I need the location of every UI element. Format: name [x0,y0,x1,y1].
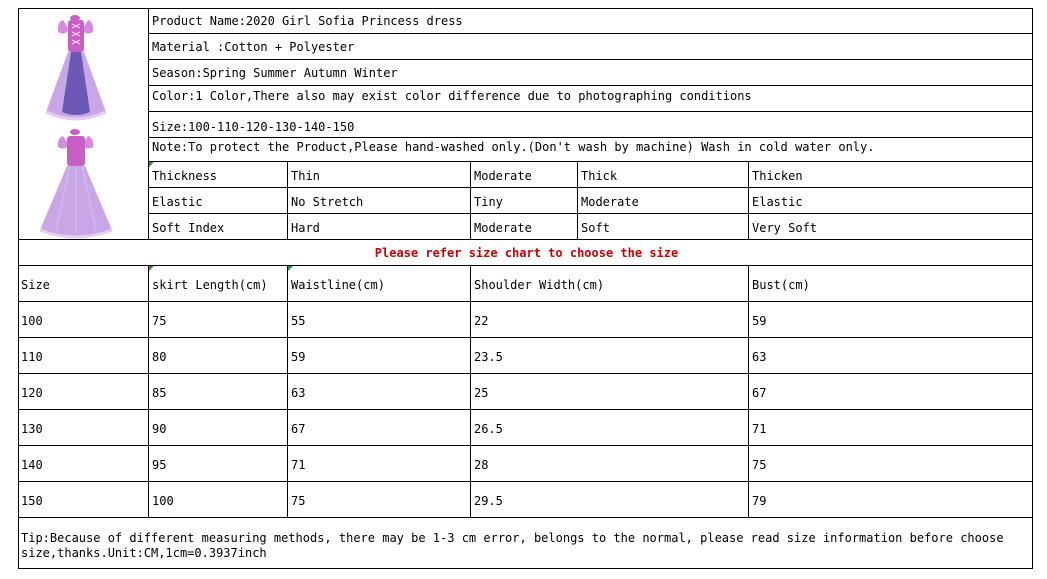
care-note: Note:To protect the Product,Please hand-washed only.(Don't wash by machine) Wash in cold water only. [149,138,1033,162]
table-cell: 120 [18,374,149,410]
attr-soft-soft: Soft [578,214,749,240]
table-cell: 59 [288,338,471,374]
table-cell: 110 [18,338,149,374]
table-cell: 140 [18,446,149,482]
table-cell: 25 [471,374,749,410]
attr-elastic-moderate: Moderate [578,188,749,214]
product-season: Season:Spring Summer Autumn Winter [149,60,1033,86]
table-cell: 26.5 [471,410,749,446]
product-material: Material :Cotton + Polyester [149,34,1033,60]
attr-thickness-thicken: Thicken [749,162,1033,188]
table-cell: 55 [288,302,471,338]
table-cell: 85 [149,374,288,410]
bust-header: Bust(cm) [749,266,1033,302]
table-cell: 29.5 [471,482,749,518]
size-chart-sheet [18,8,1033,569]
attr-thickness-thick: Thick [578,162,749,188]
table-cell: 63 [749,338,1033,374]
attr-thickness-moderate: Moderate [471,162,578,188]
table-cell: 100 [149,482,288,518]
table-cell: 150 [18,482,149,518]
skirt-length-header: skirt Length(cm) [149,266,288,302]
product-size: Size:100-110-120-130-140-150 [149,112,1033,138]
table-cell: 75 [288,482,471,518]
shoulder-width-header: Shoulder Width(cm) [471,266,749,302]
table-cell: 90 [149,410,288,446]
table-cell: 63 [288,374,471,410]
table-cell: 79 [749,482,1033,518]
attr-elastic-elastic: Elastic [749,188,1033,214]
waistline-header: Waistline(cm) [288,266,471,302]
attr-soft-very-soft: Very Soft [749,214,1033,240]
table-cell: 67 [288,410,471,446]
attr-elastic-no-stretch: No Stretch [288,188,471,214]
table-cell: 71 [288,446,471,482]
attr-elastic-label: Elastic [149,188,288,214]
size-chart-note: Please refer size chart to choose the size [18,240,1033,266]
product-image-cell [18,8,149,240]
dress-front-image [46,15,106,119]
attr-thickness-label: Thickness [149,162,288,188]
table-cell: 75 [149,302,288,338]
measurement-tip: Tip:Because of different measuring methods, there may be 1-3 cm error, belongs to the normal, please read size information before choose size,thanks.Unit:CM,1cm=0.3937inch [18,518,1033,569]
attr-soft-moderate: Moderate [471,214,578,240]
table-cell: 75 [749,446,1033,482]
attr-soft-label: Soft Index [149,214,288,240]
size-header: Size [18,266,149,302]
table-cell: 100 [18,302,149,338]
table-cell: 80 [149,338,288,374]
product-name: Product Name:2020 Girl Sofia Princess dress [149,8,1033,34]
product-color: Color:1 Color,There also may exist color difference due to photographing conditions [149,86,1033,112]
table-cell: 67 [749,374,1033,410]
attr-soft-hard: Hard [288,214,471,240]
dress-illustration [18,8,148,239]
table-cell: 59 [749,302,1033,338]
table-cell: 71 [749,410,1033,446]
attr-elastic-tiny: Tiny [471,188,578,214]
table-cell: 23.5 [471,338,749,374]
table-cell: 22 [471,302,749,338]
dress-back-image [40,129,112,237]
table-cell: 95 [149,446,288,482]
table-cell: 28 [471,446,749,482]
attr-thickness-thin: Thin [288,162,471,188]
table-cell: 130 [18,410,149,446]
